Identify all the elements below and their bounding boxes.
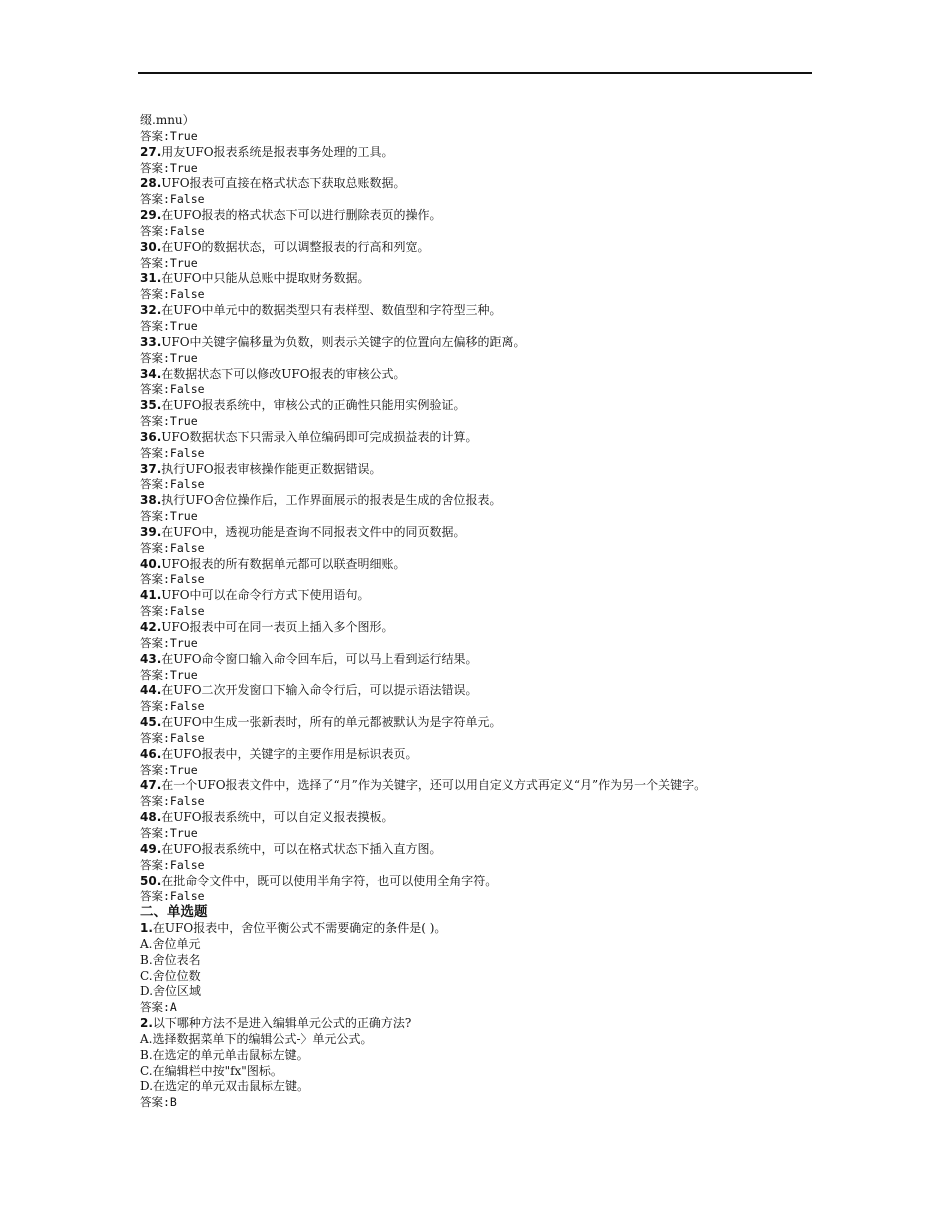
option-line: D.在选定的单元双击鼠标左键。: [140, 1079, 310, 1094]
question-line: [140, 208, 830, 224]
question-number: 38.: [140, 493, 162, 508]
question-line: [140, 652, 830, 668]
single-choice-list: [140, 921, 830, 1111]
question-number: 45.: [140, 715, 162, 730]
question-number: 44.: [140, 683, 162, 698]
question-number: 27.: [140, 144, 162, 159]
answer-line: 答案:False: [140, 604, 205, 619]
question-text: 在UFO二次开发窗口下输入命令行后，可以提示语法错误。: [161, 683, 478, 698]
question-line: [140, 921, 830, 937]
answer-line: 答案:B: [140, 1095, 177, 1110]
question-line: [140, 271, 830, 287]
question-number: 33.: [140, 334, 162, 349]
question-number: 2.: [140, 1016, 153, 1031]
question-text: UFO报表中可在同一表页上插入多个图形。: [161, 620, 394, 634]
question-text: 在UFO中生成一张新表时，所有的单元都被默认为是字符单元。: [161, 715, 502, 730]
question-text: 在UFO报表中，关键字的主要作用是标识表页。: [161, 746, 418, 761]
question-text: 以下哪种方法不是进入编辑单元公式的正确方法?: [152, 1016, 412, 1031]
question-line: [140, 145, 830, 161]
question-text: 在UFO中只能从总账中提取财务数据。: [161, 271, 370, 286]
question-text: 在UFO中，透视功能是查询不同报表文件中的同页数据。: [161, 524, 466, 539]
answer-line: 答案:False: [140, 699, 205, 714]
question-text: 在一个UFO报表文件中，选择了“月”作为关键字，还可以用自定义方式再定义“月”作为另一个关键字。: [161, 778, 707, 793]
question-line: [140, 303, 830, 319]
option-line: D.舍位区域: [140, 984, 202, 999]
answer-line: 答案:True: [140, 509, 198, 524]
answer-line: 答案:False: [140, 223, 205, 238]
question-line: [140, 398, 830, 414]
question-number: 30.: [140, 239, 162, 254]
question-number: 41.: [140, 588, 162, 603]
answer-line: 答案:True: [140, 667, 198, 682]
option-line: A.选择数据菜单下的编辑公式-〉单元公式。: [140, 1031, 373, 1046]
question-line: [140, 462, 830, 478]
answer-line: 答案:False: [140, 287, 205, 302]
question-text: 在UFO报表的格式状态下可以进行删除表页的操作。: [161, 208, 442, 223]
question-text: 在UFO报表系统中，可以自定义报表摸板。: [161, 810, 394, 825]
answer-line: 答案:True: [140, 318, 198, 333]
answer-line: 答案:True: [140, 160, 198, 175]
question-number: 48.: [140, 810, 162, 825]
option-line: A.舍位单元: [140, 936, 201, 951]
question-number: 35.: [140, 398, 162, 413]
question-number: 29.: [140, 208, 162, 223]
question-number: 32.: [140, 303, 162, 318]
question-line: [140, 715, 830, 731]
header-rule: [138, 72, 812, 74]
answer-line: 答案:False: [140, 730, 205, 745]
question-text: 在数据状态下可以修改UFO报表的审核公式。: [161, 366, 406, 381]
true-false-list: [140, 145, 830, 906]
answer-line: 答案:True: [140, 350, 198, 365]
answer-line: 答案:False: [140, 889, 205, 904]
question-text: 执行UFO舍位操作后，工作界面展示的报表是生成的舍位报表。: [161, 493, 502, 508]
answer-line: 答案:A: [140, 1000, 177, 1015]
answer-line: 答案:False: [140, 572, 205, 587]
question-number: 50.: [140, 873, 162, 888]
question-number: 1.: [140, 921, 153, 936]
question-line: [140, 240, 830, 256]
question-text: UFO数据状态下只需录入单位编码即可完成损益表的计算。: [161, 429, 478, 444]
question-line: [140, 683, 830, 699]
question-number: 49.: [140, 841, 162, 856]
question-text: 在UFO报表系统中，审核公式的正确性只能用实例验证。: [161, 398, 466, 413]
answer-line: 答案:False: [140, 540, 205, 555]
question-text: UFO报表可直接在格式状态下获取总账数据。: [161, 176, 406, 191]
answer-line: 答案:False: [140, 477, 205, 492]
question-text: 用友UFO报表系统是报表事务处理的工具。: [161, 144, 394, 159]
question-number: 31.: [140, 271, 162, 286]
question-number: 42.: [140, 620, 162, 634]
answer-line: 答案:False: [140, 857, 205, 872]
document-body: [140, 113, 830, 1111]
option-line: B.舍位表名: [140, 952, 201, 967]
question-text: 执行UFO报表审核操作能更正数据错误。: [161, 461, 382, 476]
option-line: C.舍位位数: [140, 968, 201, 983]
section-heading: 二、单选题: [140, 904, 208, 921]
question-text: UFO中可以在命令行方式下使用语句。: [161, 588, 370, 603]
question-line: [140, 493, 830, 509]
question-line: [140, 747, 830, 763]
question-number: 37.: [140, 461, 162, 476]
continuation-text: 缀.mnu）: [140, 113, 195, 127]
question-number: 39.: [140, 524, 162, 539]
option-line: B.在选定的单元单击鼠标左键。: [140, 1047, 309, 1062]
question-number: 28.: [140, 176, 162, 191]
question-line: [140, 1016, 830, 1032]
question-text: 在UFO报表中，舍位平衡公式不需要确定的条件是( )。: [152, 921, 447, 936]
question-text: 在UFO中单元中的数据类型只有表样型、数值型和字符型三种。: [161, 303, 502, 318]
question-number: 46.: [140, 746, 162, 761]
answer-line: 答案:False: [140, 445, 205, 460]
question-text: UFO报表的所有数据单元都可以联查明细账。: [161, 556, 406, 571]
question-line: [140, 430, 830, 446]
answer-line: 答案:True: [140, 825, 198, 840]
question-line: [140, 620, 830, 636]
answer-line: 答案:False: [140, 192, 205, 207]
question-line: [140, 367, 830, 383]
question-line: [140, 778, 830, 794]
question-line: [140, 335, 830, 351]
question-text: 在UFO的数据状态，可以调整报表的行高和列宽。: [161, 239, 430, 254]
answer-line: 答案:True: [140, 128, 198, 143]
question-line: [140, 176, 830, 192]
answer-line: 答案:True: [140, 255, 198, 270]
question-number: 40.: [140, 556, 162, 571]
answer-line: 答案:True: [140, 635, 198, 650]
option-line: C.在编辑栏中按"fx"图标。: [140, 1063, 283, 1078]
answer-line: 答案:False: [140, 794, 205, 809]
question-number: 47.: [140, 778, 162, 793]
question-line: [140, 557, 830, 573]
question-line: [140, 588, 830, 604]
question-number: 43.: [140, 651, 162, 666]
question-number: 36.: [140, 429, 162, 444]
answer-line: 答案:True: [140, 762, 198, 777]
question-line: [140, 874, 830, 890]
question-text: 在批命令文件中，既可以使用半角字符，也可以使用全角字符。: [161, 873, 498, 888]
question-text: 在UFO报表系统中，可以在格式状态下插入直方图。: [161, 841, 442, 856]
question-text: 在UFO命令窗口输入命令回车后，可以马上看到运行结果。: [161, 651, 478, 666]
question-number: 34.: [140, 366, 162, 381]
answer-line: 答案:False: [140, 382, 205, 397]
question-text: UFO中关键字偏移量为负数，则表示关键字的位置向左偏移的距离。: [161, 334, 526, 349]
question-line: [140, 810, 830, 826]
answer-line: 答案:True: [140, 414, 198, 429]
question-line: [140, 842, 830, 858]
question-line: [140, 525, 830, 541]
